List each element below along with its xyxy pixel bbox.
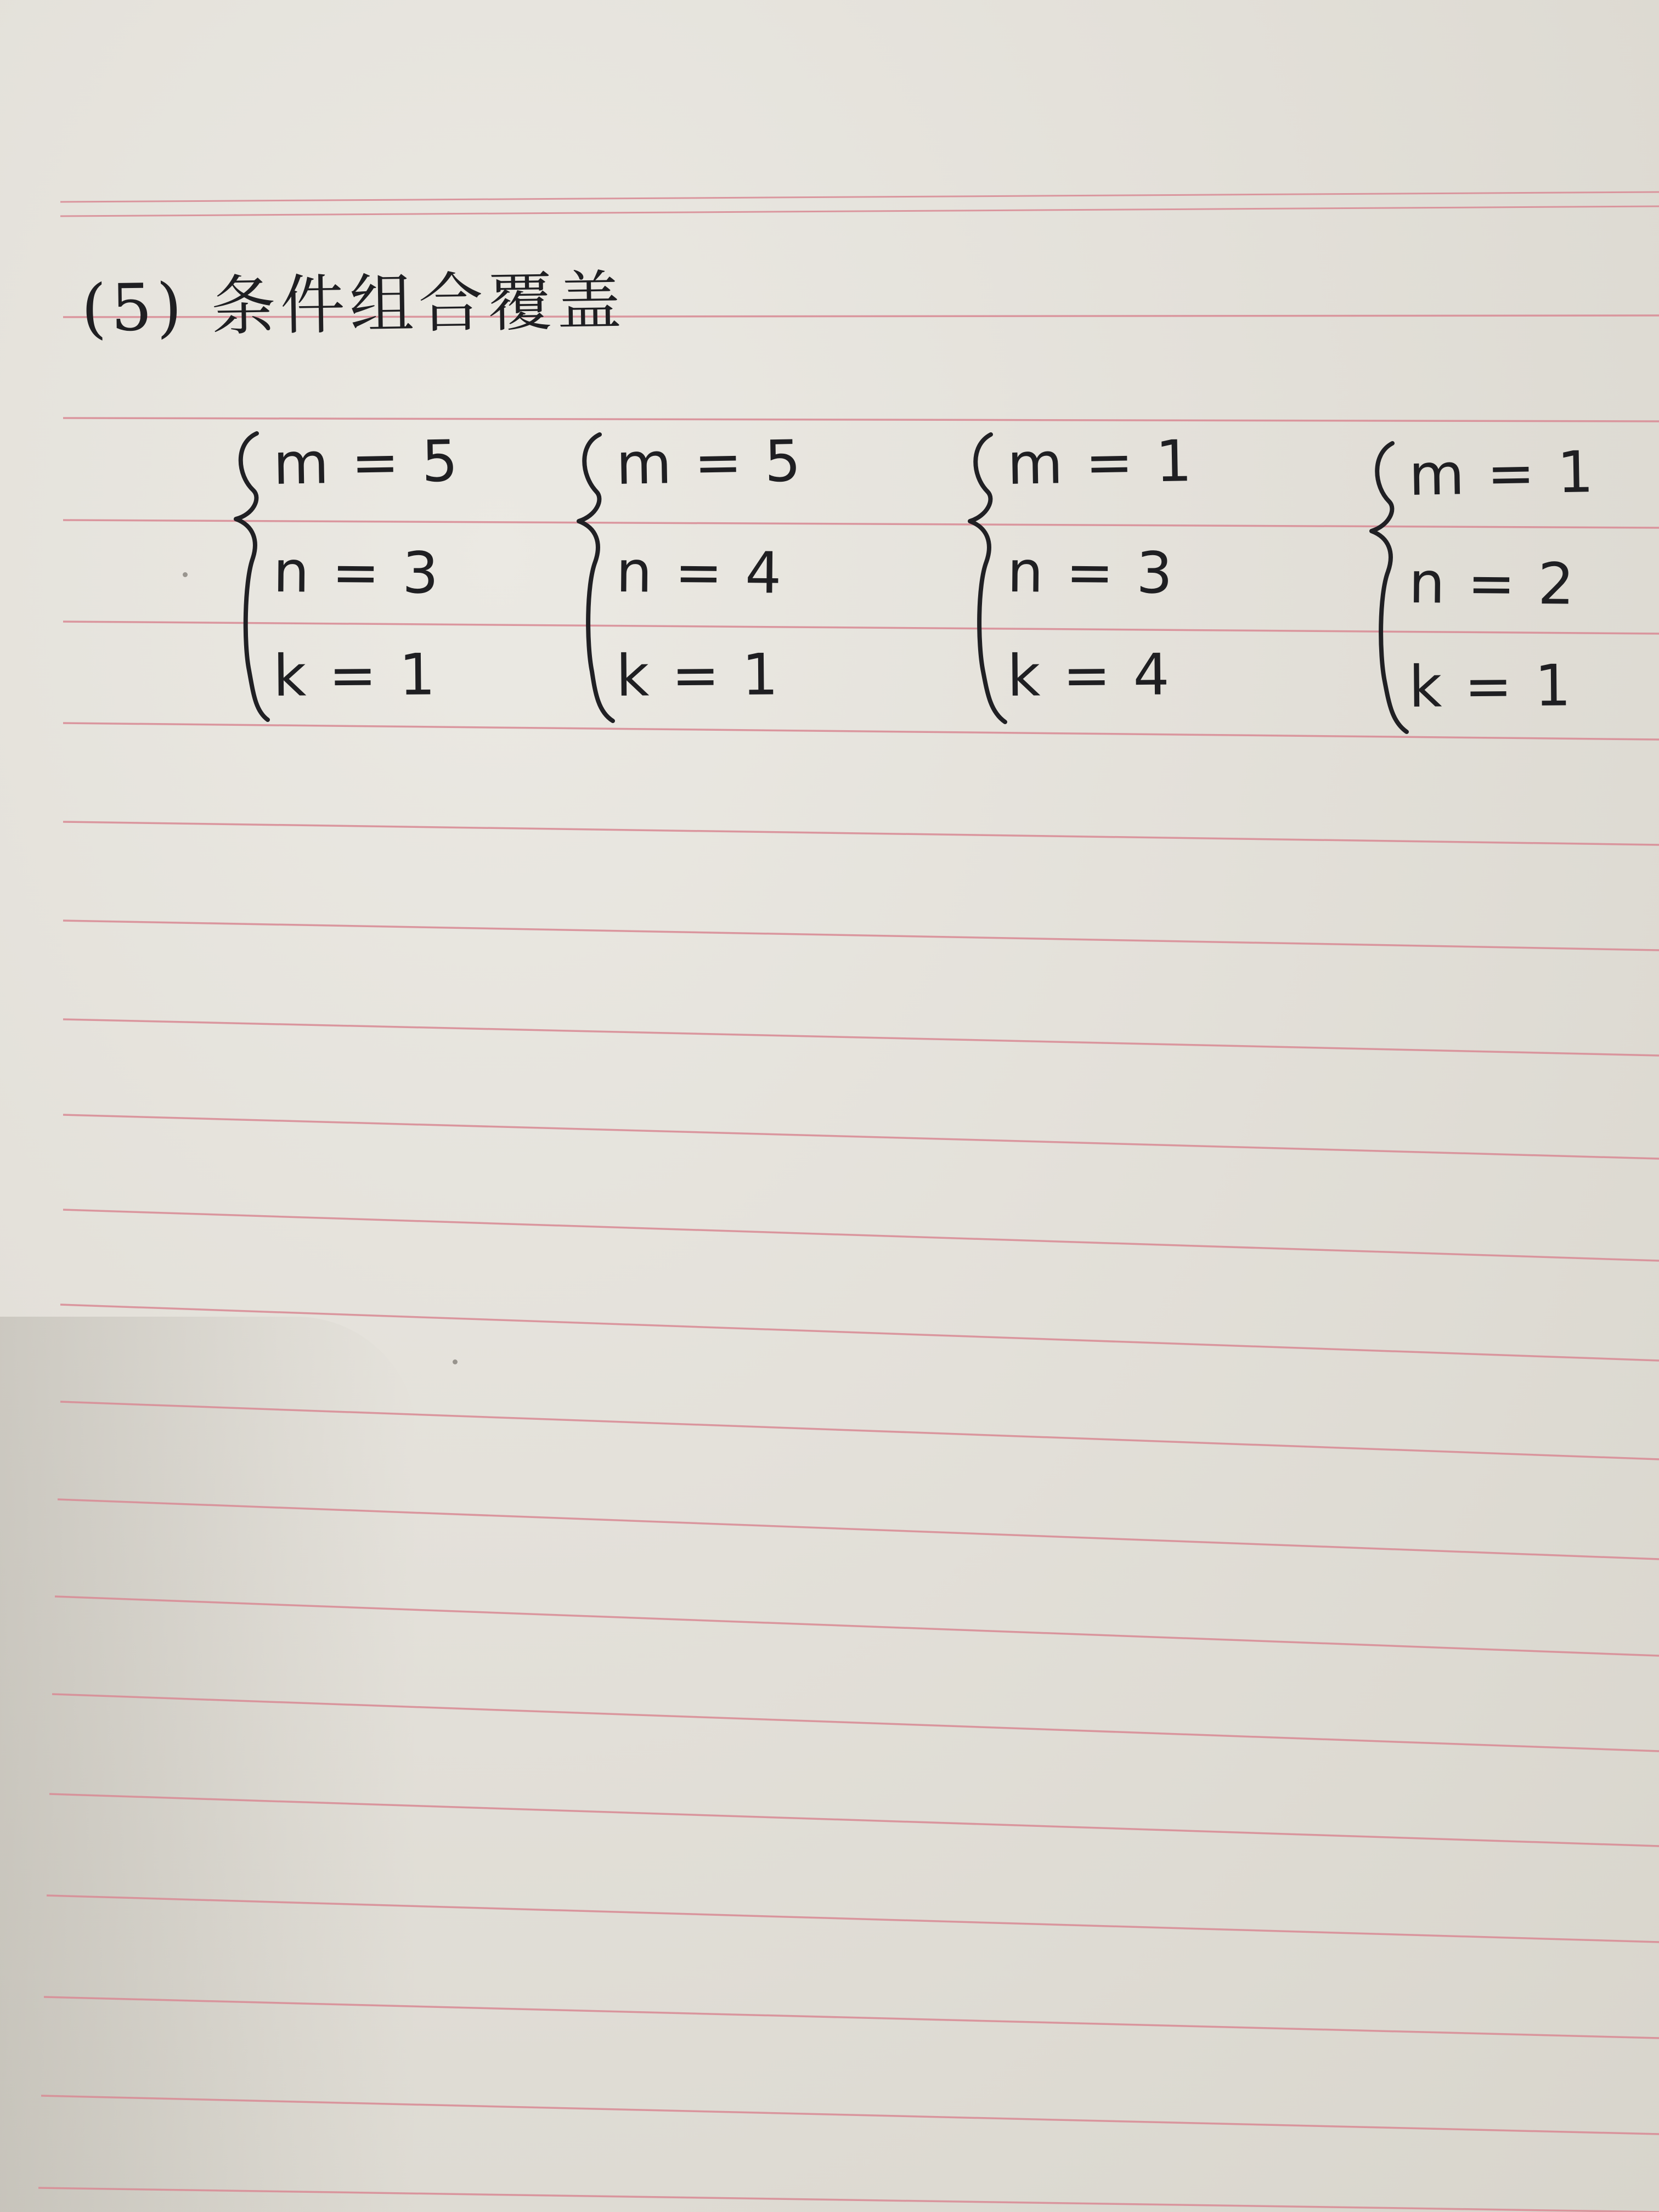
ruled-line [44,1997,1659,2038]
ruled-line [58,1499,1659,1559]
equation-m: m = 5 [272,427,461,498]
ruled-line [49,1794,1659,1846]
equation-system-1 [225,422,461,730]
section-heading: (5) 条件组合覆盖 [81,263,627,346]
left-brace-icon [1361,433,1410,741]
ruled-line [63,822,1659,845]
ruled-line [60,1305,1659,1361]
top-double-rule [60,192,1659,202]
ruled-line [63,1019,1659,1056]
paper-mark [183,572,188,577]
equation-system-2 [568,422,804,730]
ruled-line [63,1210,1659,1261]
paper-mark [453,1359,458,1364]
top-double-rule [60,206,1659,216]
ruled-line [63,1115,1659,1159]
equation-k: k = 4 [1007,641,1172,709]
ruled-line [60,1402,1659,1459]
equation-m: m = 1 [1408,438,1596,509]
equation-k: k = 1 [273,641,438,709]
equation-k: k = 1 [1408,652,1574,720]
ruled-line [63,921,1659,950]
ruled-line [41,2096,1659,2134]
ruled-line [47,1895,1659,1942]
equation-n: n = 4 [616,538,784,607]
left-brace-icon [959,422,1008,730]
left-brace-icon [568,422,617,730]
equation-n: n = 3 [273,538,441,607]
left-brace-icon [225,422,274,730]
equation-m: m = 1 [1006,427,1195,498]
equation-m: m = 5 [615,427,804,498]
equation-n: n = 3 [1007,538,1175,607]
equation-n: n = 2 [1408,549,1577,618]
equation-k: k = 1 [616,641,781,709]
ruled-line [38,2188,1659,2212]
equation-system-4 [1361,433,1596,741]
ruled-line [55,1596,1659,1656]
ruled-line [63,418,1659,421]
ruled-line [52,1694,1659,1751]
equation-system-3 [959,422,1195,730]
